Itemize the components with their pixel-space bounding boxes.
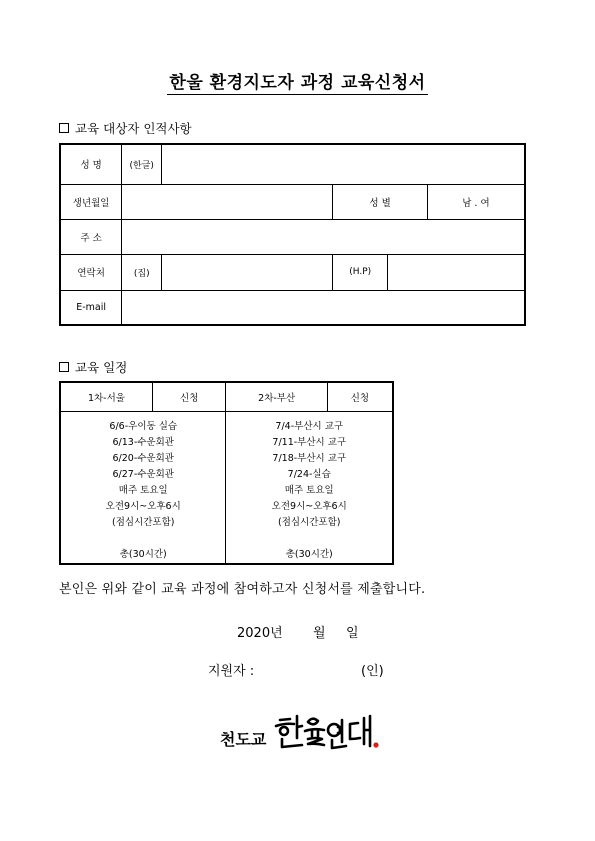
personal-info-table [59,143,526,326]
declaration-statement: 본인은 위와 같이 교육 과정에 참여하고자 신청서를 제출합니다. [59,582,426,597]
schedule-total: 총(30시간) [285,548,333,560]
schedule-line: 6/13-수운회관 [112,436,174,448]
gender-label: 성 별 [333,184,428,219]
name-label: 성 명 [60,144,122,184]
row-name [60,144,525,184]
row-contact [60,254,525,290]
schedule-line: 매주 토요일 [284,484,334,496]
date-day: 일 [346,626,359,641]
schedule-seoul-cell [60,411,226,564]
schedule-busan-cell [226,411,393,564]
footer-signature [220,712,382,754]
home-phone-label: (집) [122,254,162,290]
schedule-header-busan: 2차-부산 [226,382,327,411]
schedule-header-row [60,382,393,411]
home-phone-field[interactable] [162,254,333,290]
row-email [60,290,525,325]
mobile-phone-field[interactable] [388,254,525,290]
section-heading-schedule: 교육 일정 [59,358,127,376]
handwritten-signature-logo-icon [272,712,382,754]
email-label: E-mail [60,290,122,325]
schedule-total: 총(30시간) [119,548,167,560]
schedule-body-row [60,411,393,564]
gender-value[interactable]: 남 . 여 [427,184,525,219]
date-month: 월 [313,626,326,641]
schedule-line: 7/24-실습 [287,468,331,480]
schedule-line: 6/6-우이동 실습 [109,420,178,432]
mobile-phone-label: (H.P) [333,254,388,290]
name-field[interactable] [162,144,525,184]
address-label: 주 소 [60,219,122,254]
schedule-table [59,381,394,565]
seal-mark: (인) [361,664,384,679]
date-year: 2020년 [237,626,283,641]
contact-label: 연락처 [60,254,122,290]
schedule-header-apply-seoul[interactable]: 신청 [152,382,226,411]
email-field[interactable] [122,290,525,325]
checkbox-square-icon [59,123,69,133]
section-heading-personal-info: 교육 대상자 인적사항 [59,119,192,137]
schedule-line: 7/4-부산시 교구 [275,420,344,432]
red-dot-icon [374,742,379,747]
checkbox-square-icon [59,362,69,372]
row-birth [60,184,525,219]
organization-name: 천도교 [220,730,267,749]
row-address [60,219,525,254]
schedule-line: 7/11-부산시 교구 [272,436,347,448]
schedule-line: (점심시간포함) [112,516,175,528]
schedule-line: 매주 토요일 [118,484,168,496]
schedule-line: 오전9시~오후6시 [271,500,347,512]
schedule-line: 7/18-부산시 교구 [272,452,347,464]
applicant-label: 지원자 : [208,664,255,679]
schedule-line: 오전9시~오후6시 [105,500,181,512]
name-hangul-label: (한글) [122,144,162,184]
address-field[interactable] [122,219,525,254]
birth-label: 생년월일 [60,184,122,219]
schedule-line: (점심시간포함) [278,516,341,528]
schedule-header-seoul: 1차-서울 [60,382,152,411]
birth-field[interactable] [122,184,333,219]
schedule-line: 6/27-수운회관 [112,468,174,480]
schedule-line: 6/20-수운회관 [112,452,174,464]
schedule-header-apply-busan[interactable]: 신청 [327,382,393,411]
document-title: 한울 환경지도자 과정 교육신청서 [169,73,426,93]
